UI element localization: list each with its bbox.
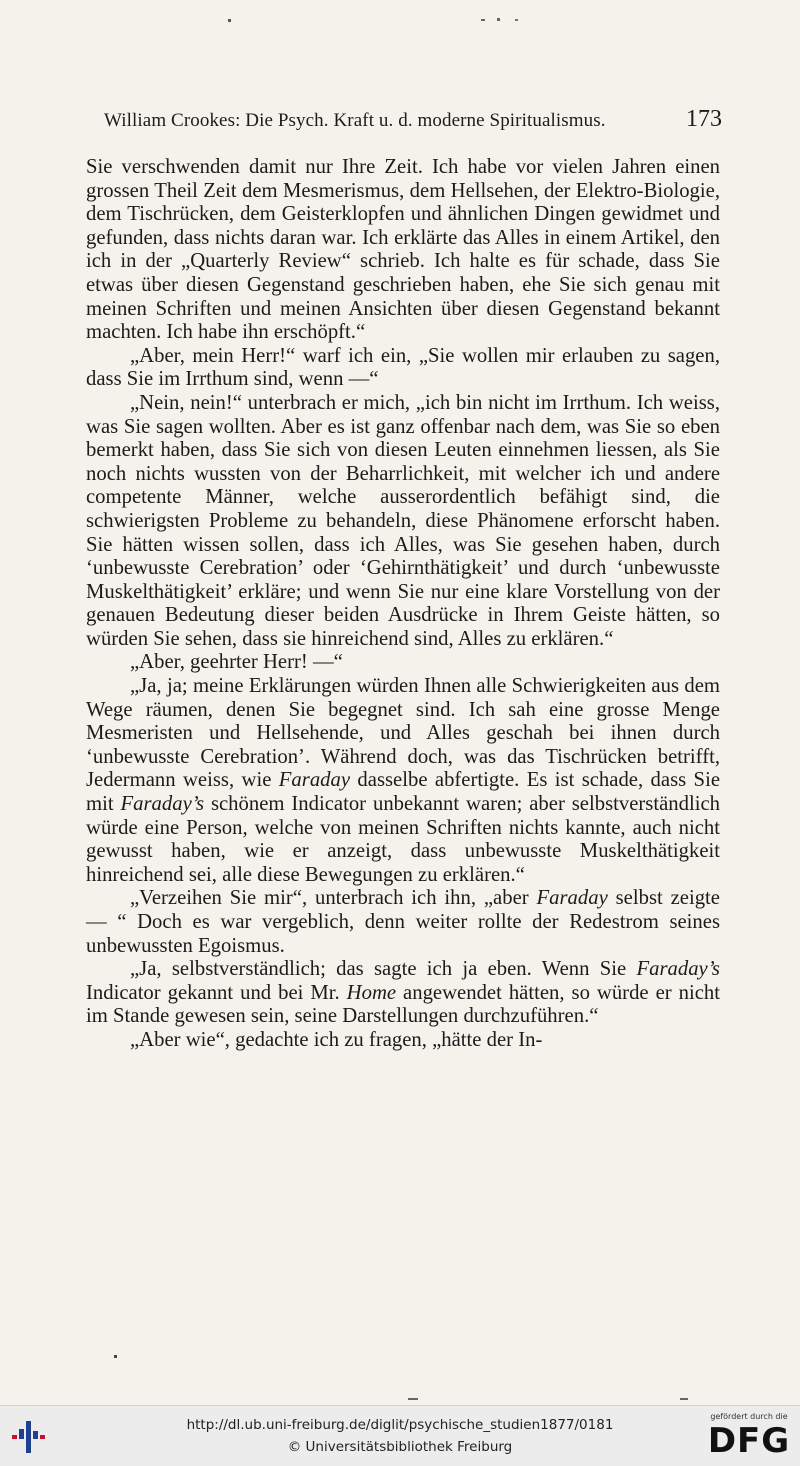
viewer-footer xyxy=(0,1405,800,1466)
permalink-url[interactable]: http://dl.ub.uni-freiburg.de/diglit/psychische_studien1877/0181 xyxy=(186,1417,614,1433)
paragraph-6-text-a: „Verzeihen Sie mir“, unterbrach ich ihn, „aber xyxy=(130,887,537,910)
name-faraday: Faraday xyxy=(536,887,608,910)
dfg-logo-icon: DFG xyxy=(707,1421,791,1461)
name-faradays: Faraday’s xyxy=(120,793,205,816)
paragraph-1: Sie verschwenden damit nur Ihre Zeit. Ich habe vor vielen Jahren einen grossen Theil Zeit dem Mesmerismus, dem Hellsehen, der Elektro-Biologie, dem Tischrücken, dem Geisterklopfen und ähnlichen Dingen gewidmet und gefunden, dass nichts daran war. Ich erklärte das Alles in einem Artikel, den ich in der „Quarterly Review“ schrieb. Ich halte es für schade, dass Sie etwas über diesen Gegenstand geschrieben haben, ehe Sie sich genau mit meinen Schriften und meinen Ansichten über diesen Gegenstand bekannt machten. Ich habe ihn erschöpft.“ xyxy=(86,156,720,344)
copyright-notice: © Universitätsbibliothek Freiburg xyxy=(287,1439,513,1455)
paragraph-6-text-b: selbst zeigte — “ Doch es war vergeblich, denn weiter rollte der Redestrom seines unbewussten Egoismus. xyxy=(86,887,720,957)
name-faradays: Faraday’s xyxy=(636,958,720,981)
body-text xyxy=(86,156,720,1053)
paragraph-7-text-c: angewendet hätten, so würde er nicht im Stande gewesen sein, seine Darstellungen durchzuführen.“ xyxy=(86,981,720,1028)
paragraph-7 xyxy=(86,958,720,1029)
paragraph-4: „Aber, geehrter Herr! —“ xyxy=(130,651,343,674)
paragraph-3: „Nein, nein!“ unterbrach er mich, „ich bin nicht im Irrthum. Ich weiss, was Sie sagen wollten. Aber es ist ganz offenbar nach dem, was Sie so eben bemerkt haben, dass Sie sich von diesen Leuten einnehmen liessen, als Sie noch nichts wussten von der Beharrlichkeit, mit welcher ich und andere competente Männer, welche ausserordentlich befähigt sind, die schwierigsten Probleme zu behandeln, diese Phänomene erforscht haben. Sie hätten wissen sollen, dass ich Alles, was Sie gesehen haben, durch ‘unbewusste Cerebration’ oder ‘Gehirnthätigkeit’ und durch ‘unbewusste Muskelthätigkeit’ erkläre; und wenn Sie nur eine klare Vorstellung von der genauen Bedeutung dieser beiden Ausdrücke in Ihrem Geiste hätten, so würden Sie sehen, dass sie hinreichend sind, Alles zu erklären.“ xyxy=(86,391,720,650)
paragraph-5-text-a: „Ja, ja; meine Erklärungen würden Ihnen alle Schwierigkeiten aus dem Wege räumen, denen Sie begegnet sind. Ich sah eine grosse Menge Mesmeristen und Hellsehende, und Alles geschah bei ihnen durch ‘unbewusste Cerebration’. Während doch, was das Tischrücken betrifft, Jedermann weiss, wie xyxy=(86,675,720,792)
paragraph-8: „Aber wie“, gedachte ich zu fragen, „hätte der In- xyxy=(130,1028,543,1051)
name-faraday: Faraday xyxy=(278,769,351,792)
paragraph-5 xyxy=(86,675,720,887)
page-number: 173 xyxy=(686,106,722,132)
paragraph-2: „Aber, mein Herr!“ warf ich ein, „Sie wollen mir erlauben zu sagen, dass Sie im Irrthum sind, wenn —“ xyxy=(86,344,720,391)
dfg-logo xyxy=(706,1412,792,1462)
paragraph-5-text-b: dasselbe abfertigte. Es ist schade, dass Sie mit xyxy=(86,769,720,816)
name-home: Home xyxy=(346,981,397,1004)
paragraph-7-text-a: „Ja, selbstverständlich; das sagte ich ja eben. Wenn Sie xyxy=(130,958,637,981)
running-head: William Crookes: Die Psych. Kraft u. d. moderne Spiritualismus. xyxy=(104,110,606,131)
paragraph-5-text-c: schönem Indicator unbekannt waren; aber selbstverständlich würde eine Person, welche von meinen Schriften nichts kannte, auch nicht gewusst haben, wie er anzeigt, dass unbewusste Muskelthätigkeit hinreichend sei, alle diese Bewegungen zu erklären.“ xyxy=(86,793,720,886)
paragraph-6 xyxy=(86,887,720,958)
paragraph-7-text-b: Indicator gekannt und bei Mr. xyxy=(86,981,347,1004)
dfg-note: gefördert durch die xyxy=(710,1412,788,1421)
page-header xyxy=(104,108,724,138)
